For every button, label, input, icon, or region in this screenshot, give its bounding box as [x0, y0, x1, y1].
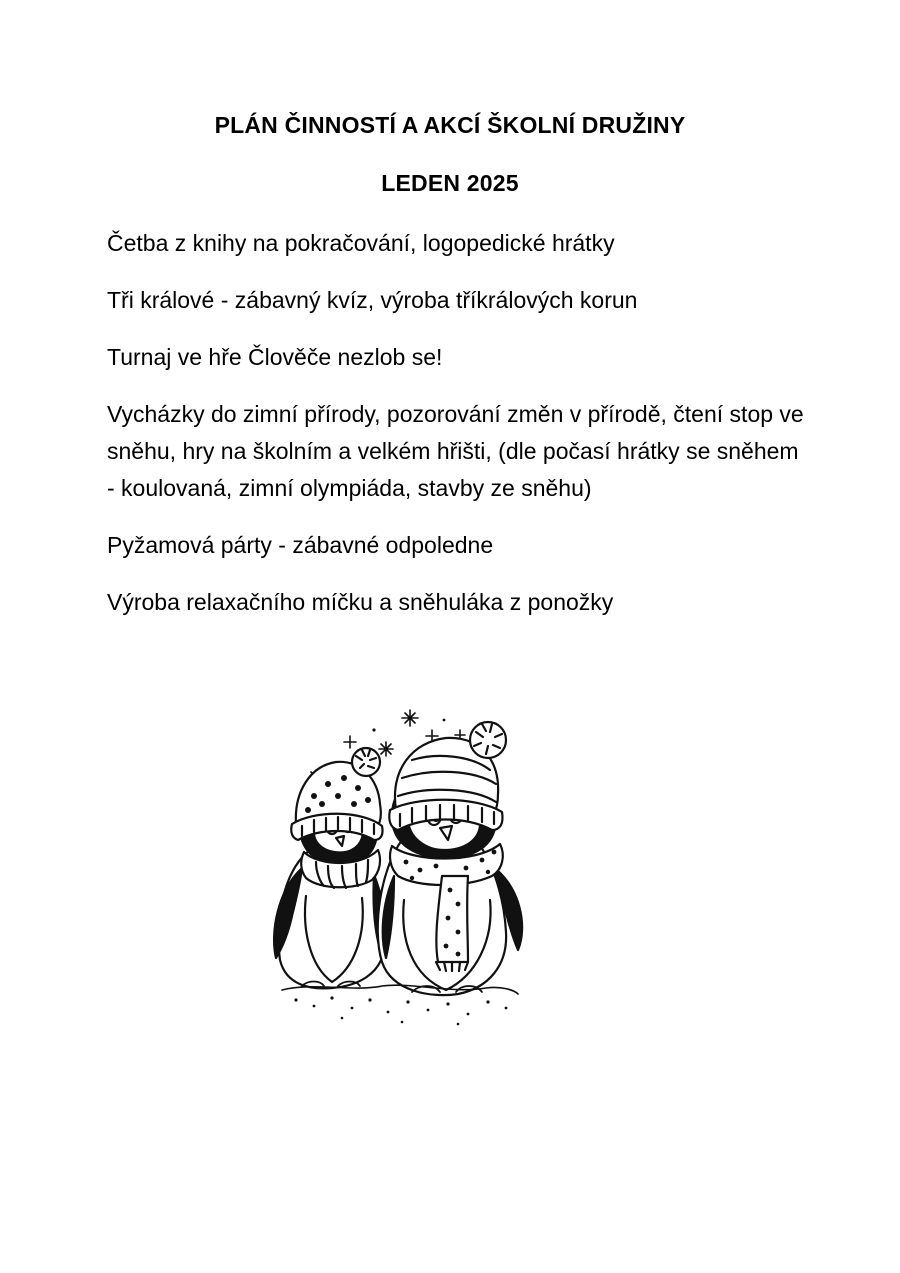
- activity-list: [107, 225, 807, 641]
- activity-item: Turnaj ve hře Člověče nezlob se!: [107, 344, 443, 370]
- activity-item: Vycházky do zimní přírody, pozorování změn v přírodě, čtení stop ve sněhu, hry na školním a velkém hřišti, (dle počasí hrátky se sněhem - koulovaná, zimní olympiáda, stavby ze sněhu): [107, 401, 804, 501]
- penguins-illustration-icon: [262, 700, 532, 1030]
- page-title: PLÁN ČINNOSTÍ A AKCÍ ŠKOLNÍ DRUŽINY: [214, 112, 686, 138]
- small-penguin: [274, 748, 385, 988]
- activity-item: Pyžamová párty - zábavné odpoledne: [107, 532, 494, 558]
- big-penguin: [378, 722, 522, 995]
- activity-item: Výroba relaxačního míčku a sněhuláka z ponožky: [107, 589, 614, 615]
- page-subtitle: LEDEN 2025: [381, 170, 519, 196]
- activity-item: Tři králové - zábavný kvíz, výroba tříkrálových korun: [107, 287, 638, 313]
- snow-ground: [282, 985, 518, 1025]
- activity-item: Četba z knihy na pokračování, logopedické hrátky: [107, 230, 615, 256]
